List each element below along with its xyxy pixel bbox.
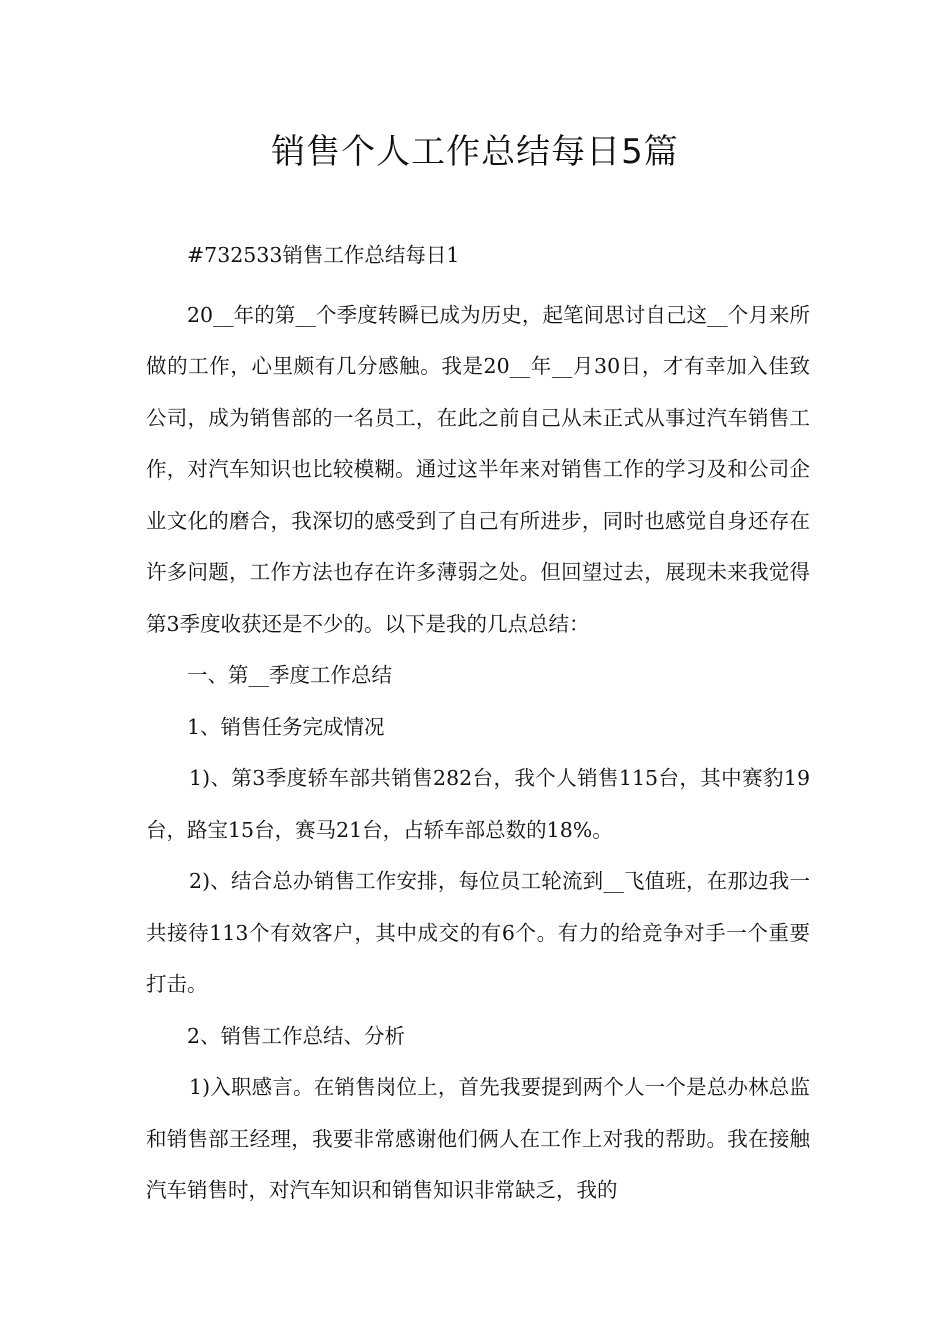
body-paragraph: 1)、第3季度轿车部共销售282台，我个人销售115台，其中赛豹19台，路宝15台，赛马21台，占轿车部总数的18%。 <box>146 766 810 842</box>
intro-paragraph: 20__年的第__个季度转瞬已成为历史，起笔间思讨自己这__个月来所做的工作，心里颇有几分感触。我是20__年__月30日，才有幸加入佳致公司，成为销售部的一名员工，在此之前自己从未正式从事过汽车销售工作，对汽车知识也比较模糊。通过这半年来对销售工作的学习及和公司企业文化的磨合，我深切的感受到了自己有所进步，同时也感觉自身还存在许多问题，工作方法也存在许多薄弱之处。但回望过去，展现未来我觉得第3季度收获还是不少的。以下是我的几点总结： <box>146 302 810 636</box>
document-body <box>146 230 810 1217</box>
subsection-heading: 1、销售任务完成情况 <box>187 714 385 739</box>
body-paragraph: 1)入职感言。在销售岗位上，首先我要提到两个人一个是总办林总监和销售部王经理，我要非常感谢他们俩人在工作上对我的帮助。我在接触汽车销售时，对汽车知识和销售知识非常缺乏，我的 <box>146 1075 810 1202</box>
subsection-heading: 2、销售工作总结、分析 <box>187 1023 406 1048</box>
section-heading: #732533销售工作总结每日1 <box>187 243 460 267</box>
body-paragraph: 2)、结合总办销售工作安排，每位员工轮流到__飞值班，在那边我一共接待113个有效客户，其中成交的有6个。有力的给竞争对手一个重要打击。 <box>146 869 810 996</box>
section-heading: 一、第__季度工作总结 <box>187 663 392 687</box>
document-title: 销售个人工作总结每日5篇 <box>271 132 679 172</box>
